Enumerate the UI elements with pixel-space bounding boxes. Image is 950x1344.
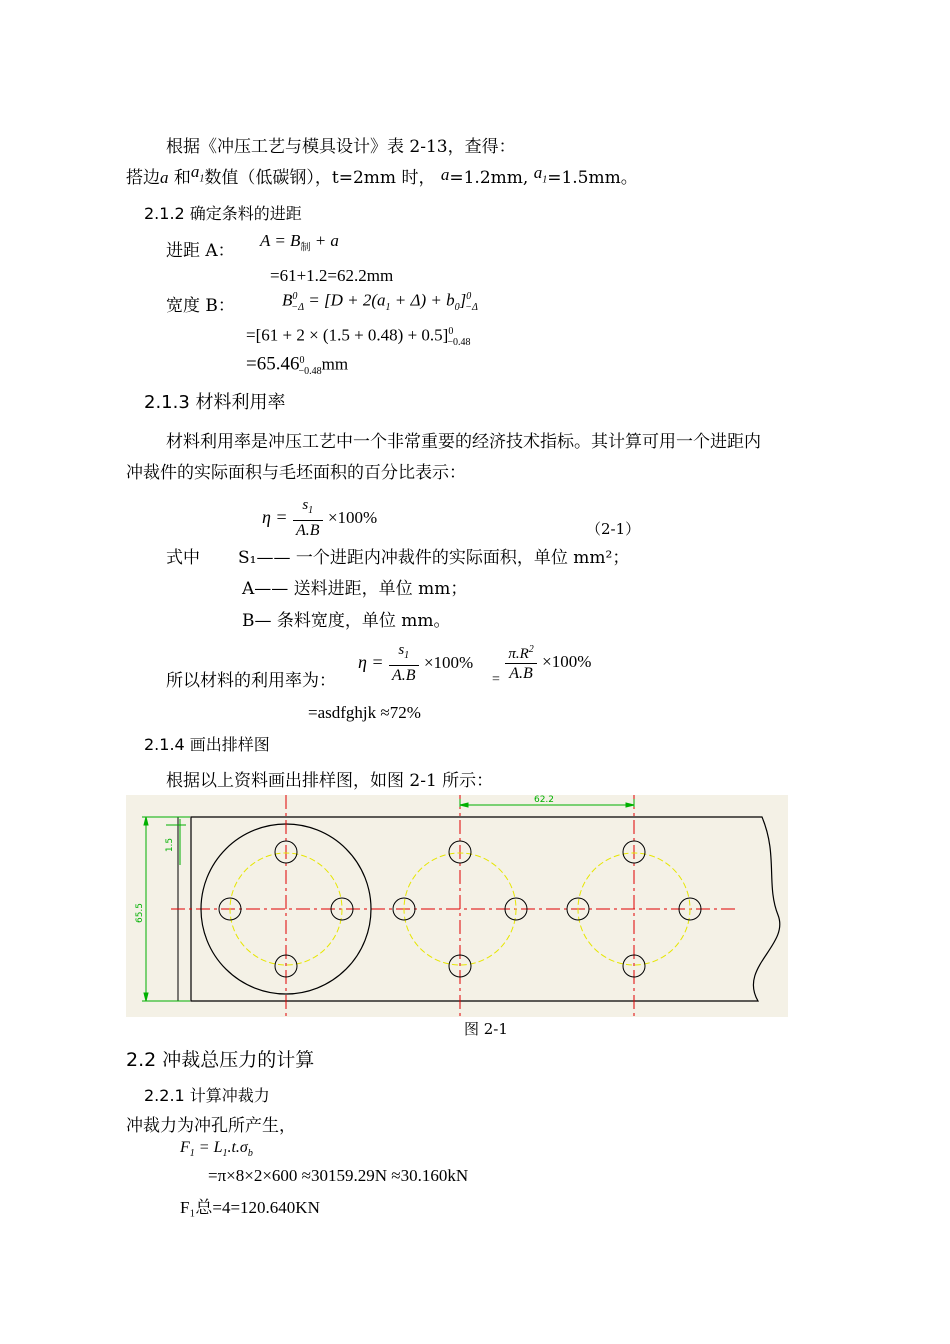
utilization-result: =asdfghjk ≈72%: [308, 703, 421, 722]
width-value: =65.46: [246, 353, 300, 375]
pitch-dimension-label: 62.2: [533, 795, 555, 805]
para-2-1-3-line-1: 材料利用率是冲压工艺中一个非常重要的经济技术指标。其计算可用一个进距内: [166, 432, 761, 452]
station-1: [219, 795, 353, 1017]
where-label: 式中: [166, 548, 200, 568]
intro-text-e: =1.5mm。: [547, 168, 638, 188]
symbol-a1-value: $a_1$: [533, 163, 548, 186]
figure-intro: 根据以上资料画出排样图，如图 2-1 所示：: [166, 771, 494, 791]
station-2: [393, 795, 527, 1017]
pitch-value: =61+1.2=62.2mm: [270, 266, 394, 285]
symbol-a-value: a: [440, 165, 450, 184]
total-force-value: =120.640KN: [230, 1198, 320, 1217]
symbol-a1: $a_1$: [190, 162, 205, 185]
para-2-1-3-line-2: 冲裁件的实际面积与毛坯面积的百分比表示：: [126, 463, 466, 483]
width-step-2: $=65.46^0_{-0.48}mm$: [246, 353, 349, 378]
edge-dimension-label: 1.5: [165, 837, 175, 853]
utilization-formula-3: $_=$ $\frac{\pi.R^2}{A.B}$ ×100%: [492, 641, 591, 684]
definition-a: A—— 送料进距，单位 mm；: [242, 579, 468, 599]
definition-b: B— 条料宽度，单位 mm。: [242, 611, 451, 631]
width-step-1: $=[61 + 2 \times (1.5 + 0.48) + 0.5]^0_{-0.48}$: [246, 325, 471, 349]
section-2-2-1-heading: 2.2.1 计算冲裁力: [144, 1086, 270, 1105]
section-2-2-heading: 2.2 冲裁总压力的计算: [126, 1049, 315, 1071]
strip-layout-drawing: [126, 795, 788, 1017]
strip-layout-figure: [126, 795, 788, 1017]
width-label: 宽度 B：: [166, 296, 235, 316]
pitch-label: 进距 A：: [166, 241, 235, 261]
intro-text-a: 搭边: [126, 168, 160, 188]
intro-text-c: 数值（低碳钢），t=2mm 时，: [204, 168, 436, 188]
intro-text-b: 和: [173, 168, 191, 188]
width-dimension-label: 65.5: [135, 902, 145, 924]
pitch-formula: $A = B_制 + a$: [260, 231, 339, 254]
width-formula: $B^0_{-\Delta} = [D + 2(a_1 + \Delta) + b_0]^0_{-\Delta}$: [282, 290, 478, 314]
total-force-prefix: F₁总=4: [180, 1198, 231, 1217]
figure-caption: 图 2-1: [464, 1020, 508, 1038]
utilization-formula-2: η = $\frac{s_1}{A.B}$ ×100%: [358, 642, 474, 684]
section-2-1-4-heading: 2.1.4 画出排样图: [144, 735, 270, 754]
punching-force-formula: $F_1 = L_1.t.\sigma_b$: [180, 1139, 253, 1160]
intro-line-2: [126, 162, 638, 195]
intro-line-1: 根据《冲压工艺与模具设计》表 2-13，查得：: [166, 137, 516, 157]
section-2-1-3-heading: 2.1.3 材料利用率: [144, 392, 286, 413]
punching-force-intro: 冲裁力为冲孔所产生，: [126, 1116, 296, 1136]
so-label: 所以材料的利用率为：: [166, 671, 336, 691]
total-force: [180, 1198, 320, 1218]
section-2-1-2-heading: 2.1.2 确定条料的进距: [144, 204, 302, 223]
width-unit: mm: [321, 354, 349, 374]
equation-number: （2-1）: [586, 520, 641, 538]
punching-force-calc: =π×8×2×600 ≈30159.29N ≈30.160kN: [208, 1166, 469, 1185]
definition-s1: S₁—— 一个进距内冲裁件的实际面积，单位 mm²；: [238, 548, 630, 568]
intro-text-d: =1.2mm,: [449, 168, 529, 188]
symbol-a: a: [160, 168, 169, 187]
utilization-formula: η = $\frac{s_1}{A.B}$ ×100%: [262, 497, 378, 539]
station-3: [567, 795, 701, 1017]
